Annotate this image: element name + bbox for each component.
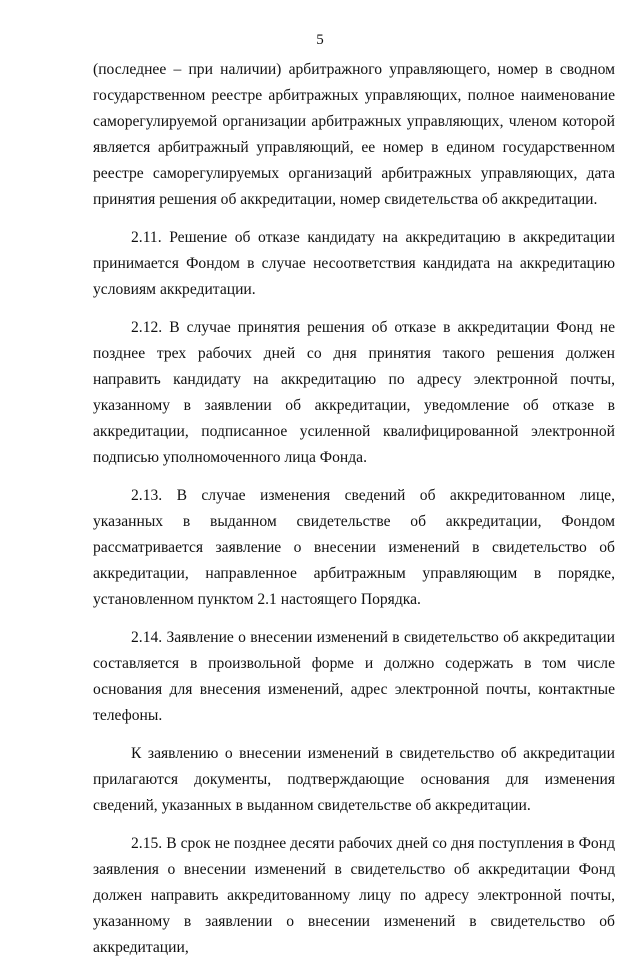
paragraph-2-14: 2.14. Заявление о внесении изменений в свидетельство об аккредитации составляется в произвольной форме и должно содержать в том числе основания для внесения изменений, адрес электронной почты, контактные телефоны. <box>93 629 615 724</box>
paragraph-2-11: 2.11. Решение об отказе кандидату на аккредитацию в аккредитации принимается Фондом в случае несоответствия кандидата на аккредитацию условиям аккредитации. <box>93 229 615 298</box>
paragraph-2-14-attachments: К заявлению о внесении изменений в свидетельство об аккредитации прилагаются документы, подтверждающие основания для изменения сведений, указанных в выданном свидетельстве об аккредитации. <box>93 745 615 814</box>
document-body <box>93 57 615 973</box>
page-number: 5 <box>316 32 324 48</box>
paragraph-2-12: 2.12. В случае принятия решения об отказе в аккредитации Фонд не позднее трех рабочих дней со дня принятия такого решения должен направить кандидату на аккредитацию по адресу электронной почты, указанному в заявлении об аккредитации, уведомление об отказе в аккредитации, подписанное усиленной квалифицированной электронной подписью уполномоченного лица Фонда. <box>93 319 615 466</box>
paragraph-continuation: (последнее – при наличии) арбитражного управляющего, номер в сводном государственном реестре арбитражных управляющих, полное наименование саморегулируемой организации арбитражных управляющих, членом которой является арбитражный управляющий, ее номер в едином государственном реестре саморегулируемых организаций арбитражных управляющих, дата принятия решения об аккредитации, номер свидетельства об аккредитации. <box>93 61 615 208</box>
paragraph-2-13: 2.13. В случае изменения сведений об аккредитованном лице, указанных в выданном свидетельстве об аккредитации, Фондом рассматривается заявление о внесении изменений в свидетельство об аккредитации, направленное арбитражным управляющим в порядке, установленном пунктом 2.1 настоящего Порядка. <box>93 487 615 608</box>
paragraph-2-15: 2.15. В срок не позднее десяти рабочих дней со дня поступления в Фонд заявления о внесении изменений в свидетельство об аккредитации Фонд должен направить аккредитованному лицу по адресу электронной почты, указанному в заявлении о внесении изменений в свидетельство об аккредитации, <box>93 835 615 956</box>
